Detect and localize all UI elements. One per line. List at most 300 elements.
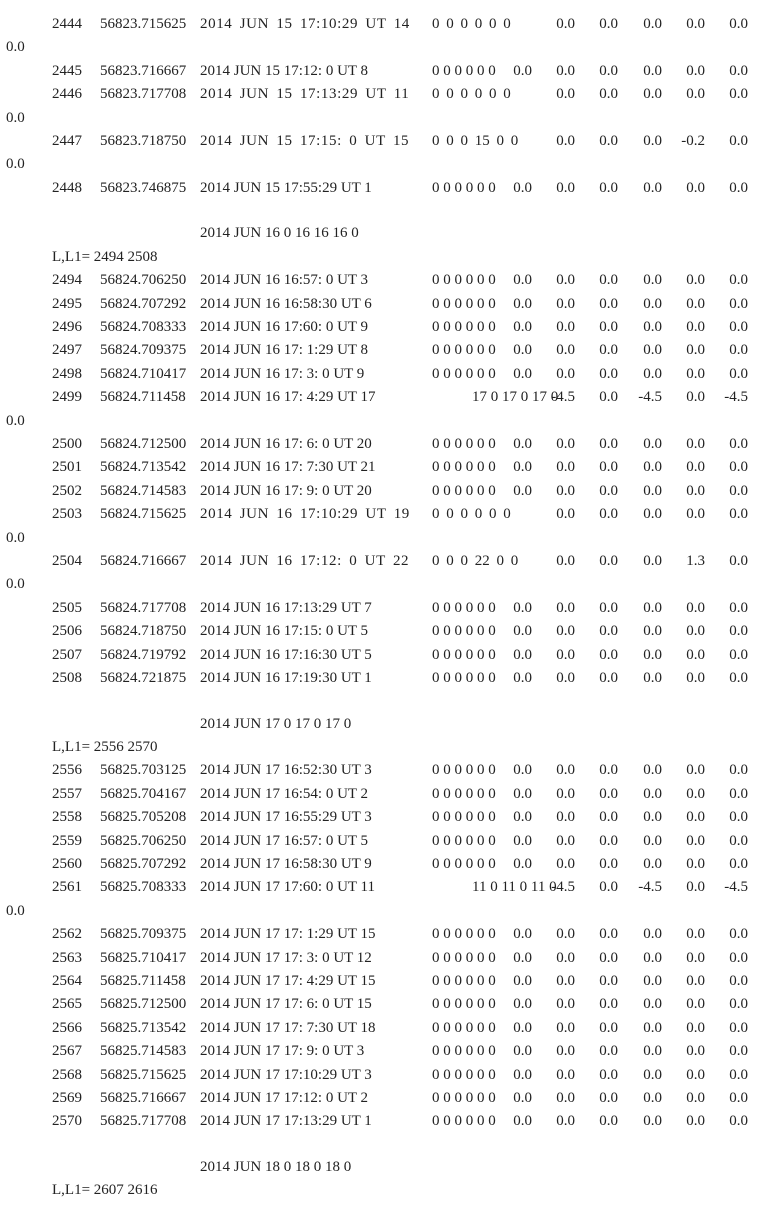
block-header	[0, 223, 764, 243]
row-mjd: 56823.715625	[100, 16, 187, 32]
row-index: 2567	[52, 1043, 82, 1059]
row-value: 0.0	[729, 483, 748, 499]
row-value: 0.0	[556, 623, 575, 639]
row-value: 0.0	[729, 762, 748, 778]
row-value: 0.0	[729, 1043, 748, 1059]
row-datetime: 2014 JUN 15 17:12: 0 UT 8	[200, 63, 369, 79]
row-value: 0.0	[686, 366, 705, 382]
row-value: 0.0	[513, 1020, 532, 1036]
row-mjd: 56825.715625	[100, 1067, 187, 1083]
row-mjd: 56823.746875	[100, 180, 187, 196]
row-wrapped-value: 0.0	[6, 576, 25, 592]
row-value: 0.0	[556, 950, 575, 966]
row-value: 0.0	[643, 950, 662, 966]
row-datetime: 2014 JUN 16 16:57: 0 UT 3	[200, 272, 369, 288]
row-value: 0.0	[599, 553, 618, 569]
row-datetime: 2014 JUN 17 16:57: 0 UT 5	[200, 833, 369, 849]
row-value: 0.0	[643, 600, 662, 616]
row-value: 0.0	[686, 950, 705, 966]
row-value: 0.0	[686, 389, 705, 405]
row-value: 0.0	[686, 670, 705, 686]
row-value: 0.0	[513, 926, 532, 942]
data-row	[0, 645, 764, 665]
data-row	[0, 807, 764, 827]
row-value: 0.0	[599, 926, 618, 942]
row-value: 0.0	[686, 1113, 705, 1129]
row-wrapped-value: 0.0	[6, 413, 25, 429]
row-value: 0.0	[599, 1043, 618, 1059]
range-label: L,L1= 2607 2616	[52, 1182, 158, 1198]
row-value: 0.0	[643, 647, 662, 663]
row-flags: 0 0 0 0 0 0	[432, 647, 496, 663]
row-flags: 0 0 0 0 0 0	[432, 436, 496, 452]
row-value: 0.0	[729, 996, 748, 1012]
row-datetime: 2014 JUN 17 17: 6: 0 UT 15	[200, 996, 372, 1012]
row-index: 2566	[52, 1020, 82, 1036]
row-value: 0.0	[556, 1090, 575, 1106]
row-value: 0.0	[729, 926, 748, 942]
row-value: 0.0	[643, 459, 662, 475]
row-mjd: 56824.713542	[100, 459, 187, 475]
wrapped-value-line	[0, 574, 764, 594]
row-value: 0.0	[556, 459, 575, 475]
row-datetime: 2014 JUN 17 17:12: 0 UT 2	[200, 1090, 369, 1106]
data-row	[0, 1065, 764, 1085]
row-mjd: 56824.719792	[100, 647, 187, 663]
data-row	[0, 971, 764, 991]
row-value: 0.0	[599, 950, 618, 966]
row-index: 2505	[52, 600, 82, 616]
row-value: 0.0	[729, 553, 748, 569]
row-index: 2561	[52, 879, 82, 895]
row-value: 0.0	[556, 319, 575, 335]
row-value: 0.0	[556, 1020, 575, 1036]
data-row	[0, 84, 764, 104]
row-value: 0.0	[686, 879, 705, 895]
row-index: 2504	[52, 553, 82, 569]
row-value: 0.0	[513, 436, 532, 452]
data-row	[0, 621, 764, 641]
data-row	[0, 434, 764, 454]
row-flags: 0 0 0 0 0 0	[432, 16, 511, 32]
row-datetime: 2014 JUN 16 17:13:29 UT 7	[200, 600, 372, 616]
row-value: 0.0	[513, 1067, 532, 1083]
row-value: 0.0	[599, 996, 618, 1012]
row-value: 0.0	[556, 16, 575, 32]
row-value: 0.0	[686, 647, 705, 663]
row-mjd: 56825.712500	[100, 996, 187, 1012]
row-index: 2498	[52, 366, 82, 382]
row-datetime: 2014 JUN 17 16:58:30 UT 9	[200, 856, 372, 872]
row-value: 0.0	[643, 86, 662, 102]
row-wrapped-value: 0.0	[6, 156, 25, 172]
row-value: 0.0	[729, 670, 748, 686]
row-value: 0.0	[513, 670, 532, 686]
row-datetime: 2014 JUN 17 17: 4:29 UT 15	[200, 973, 376, 989]
row-flags: 0 0 0 0 0 0	[432, 856, 496, 872]
data-row	[0, 598, 764, 618]
row-value: 0.0	[599, 389, 618, 405]
row-datetime: 2014 JUN 15 17:13:29 UT 11	[200, 86, 410, 102]
row-value: 0.0	[643, 1067, 662, 1083]
row-datetime: 2014 JUN 15 17:10:29 UT 14	[200, 16, 410, 32]
row-value: 0.0	[556, 926, 575, 942]
row-value: 0.0	[599, 86, 618, 102]
row-value: 0.0	[556, 647, 575, 663]
row-value: 0.0	[729, 319, 748, 335]
row-index: 2562	[52, 926, 82, 942]
row-value: 0.0	[729, 459, 748, 475]
row-value: 0.0	[556, 809, 575, 825]
row-index: 2570	[52, 1113, 82, 1129]
data-row	[0, 481, 764, 501]
row-value: 0.0	[556, 272, 575, 288]
row-index: 2506	[52, 623, 82, 639]
data-row	[0, 270, 764, 290]
data-row	[0, 294, 764, 314]
row-value: 0.0	[599, 296, 618, 312]
row-flags: 17 0 17 0 17 0	[472, 389, 559, 405]
data-row	[0, 994, 764, 1014]
row-value: 0.0	[686, 926, 705, 942]
row-value: 0.0	[599, 1113, 618, 1129]
row-flags: 0 0 0 0 0 0	[432, 623, 496, 639]
row-value: 0.0	[599, 1067, 618, 1083]
row-value: 0.0	[686, 1090, 705, 1106]
row-datetime: 2014 JUN 16 16:58:30 UT 6	[200, 296, 372, 312]
row-value: 0.0	[643, 762, 662, 778]
row-datetime: 2014 JUN 17 17: 3: 0 UT 12	[200, 950, 372, 966]
row-value: 0.0	[643, 996, 662, 1012]
row-value: 0.0	[556, 996, 575, 1012]
row-value: 0.0	[556, 762, 575, 778]
row-value: 0.0	[513, 973, 532, 989]
row-datetime: 2014 JUN 17 17:13:29 UT 1	[200, 1113, 372, 1129]
block-date-header: 2014 JUN 18 0 18 0 18 0	[200, 1159, 352, 1175]
data-row	[0, 504, 764, 524]
row-value: 0.0	[599, 342, 618, 358]
row-value: 0.0	[599, 833, 618, 849]
row-index: 2495	[52, 296, 82, 312]
row-value: 0.0	[599, 319, 618, 335]
row-value: 0.0	[599, 272, 618, 288]
data-row	[0, 1088, 764, 1108]
row-value: 0.0	[556, 86, 575, 102]
row-value: 0.0	[599, 879, 618, 895]
row-value: 0.0	[556, 600, 575, 616]
row-value: 0.0	[556, 1113, 575, 1129]
row-mjd: 56824.710417	[100, 366, 187, 382]
row-value: 0.0	[599, 436, 618, 452]
row-value: 0.0	[556, 833, 575, 849]
row-value: 0.0	[729, 506, 748, 522]
row-value: 0.0	[599, 133, 618, 149]
row-flags: 0 0 0 0 0 0	[432, 1067, 496, 1083]
row-value: -4.5	[724, 389, 748, 405]
row-index: 2494	[52, 272, 82, 288]
row-mjd: 56825.705208	[100, 809, 187, 825]
row-value: 0.0	[729, 1113, 748, 1129]
row-flags: 0 0 0 0 0 0	[432, 63, 496, 79]
row-value: 0.0	[729, 1067, 748, 1083]
row-value: 0.0	[643, 670, 662, 686]
row-value: -4.5	[638, 389, 662, 405]
row-index: 2444	[52, 16, 82, 32]
row-datetime: 2014 JUN 16 17:10:29 UT 19	[200, 506, 410, 522]
row-value: 0.0	[643, 483, 662, 499]
wrapped-value-line	[0, 154, 764, 174]
row-value: 0.0	[556, 670, 575, 686]
wrapped-value-line	[0, 37, 764, 57]
row-datetime: 2014 JUN 16 17: 9: 0 UT 20	[200, 483, 372, 499]
row-value: 0.0	[729, 600, 748, 616]
row-value: 0.0	[513, 1113, 532, 1129]
row-datetime: 2014 JUN 17 17: 9: 0 UT 3	[200, 1043, 365, 1059]
row-index: 2445	[52, 63, 82, 79]
row-value: 0.0	[556, 483, 575, 499]
row-value: 0.0	[643, 180, 662, 196]
row-value: 0.0	[686, 459, 705, 475]
row-mjd: 56824.706250	[100, 272, 187, 288]
row-value: 0.0	[643, 272, 662, 288]
row-value: 0.0	[556, 180, 575, 196]
range-label-line	[0, 737, 764, 757]
data-row	[0, 1111, 764, 1131]
row-value: 0.0	[643, 973, 662, 989]
row-flags: 0 0 0 0 0 0	[432, 809, 496, 825]
row-datetime: 2014 JUN 16 17: 3: 0 UT 9	[200, 366, 365, 382]
row-value: 0.0	[686, 623, 705, 639]
data-row	[0, 61, 764, 81]
row-value: 0.0	[686, 1020, 705, 1036]
row-flags: 0 0 0 0 0 0	[432, 762, 496, 778]
row-mjd: 56824.721875	[100, 670, 187, 686]
row-value: 0.0	[729, 833, 748, 849]
row-mjd: 56824.712500	[100, 436, 187, 452]
row-index: 2564	[52, 973, 82, 989]
row-mjd: 56824.715625	[100, 506, 187, 522]
row-value: 0.0	[643, 133, 662, 149]
row-flags: 0 0 0 15 0 0	[432, 133, 519, 149]
row-value: 0.0	[729, 623, 748, 639]
row-value: 0.0	[599, 647, 618, 663]
row-value: 0.0	[513, 1043, 532, 1059]
row-value: 0.0	[556, 63, 575, 79]
data-row	[0, 14, 764, 34]
row-value: 1.3	[686, 553, 705, 569]
row-flags: 0 0 0 22 0 0	[432, 553, 519, 569]
row-datetime: 2014 JUN 16 17:16:30 UT 5	[200, 647, 372, 663]
row-flags: 0 0 0 0 0 0	[432, 1043, 496, 1059]
row-value: 0.0	[729, 950, 748, 966]
row-value: 0.0	[513, 180, 532, 196]
row-value: 0.0	[556, 856, 575, 872]
row-value: 0.0	[729, 16, 748, 32]
row-value: 0.0	[643, 342, 662, 358]
data-row	[0, 317, 764, 337]
row-datetime: 2014 JUN 17 16:55:29 UT 3	[200, 809, 372, 825]
row-value: 0.0	[686, 436, 705, 452]
row-index: 2496	[52, 319, 82, 335]
data-row	[0, 551, 764, 571]
row-value: 0.0	[643, 786, 662, 802]
row-value: 0.0	[686, 506, 705, 522]
row-value: 0.0	[729, 63, 748, 79]
row-value: 0.0	[729, 342, 748, 358]
row-value: 0.0	[643, 296, 662, 312]
row-value: 0.0	[686, 16, 705, 32]
row-flags: 0 0 0 0 0 0	[432, 670, 496, 686]
row-value: 0.0	[729, 973, 748, 989]
row-value: 0.0	[599, 366, 618, 382]
row-flags: 0 0 0 0 0 0	[432, 86, 511, 102]
row-value: 0.0	[599, 623, 618, 639]
row-value: 0.0	[599, 1020, 618, 1036]
row-mjd: 56824.709375	[100, 342, 187, 358]
row-value: 0.0	[556, 1067, 575, 1083]
row-value: 0.0	[643, 16, 662, 32]
row-mjd: 56825.711458	[100, 973, 186, 989]
row-mjd: 56825.708333	[100, 879, 187, 895]
row-value: 0.0	[686, 786, 705, 802]
row-value: 0.0	[729, 786, 748, 802]
block-date-header: 2014 JUN 16 0 16 16 16 0	[200, 225, 359, 241]
row-value: 0.0	[643, 366, 662, 382]
row-value: 0.0	[513, 319, 532, 335]
row-value: 0.0	[643, 319, 662, 335]
row-flags: 0 0 0 0 0 0	[432, 366, 496, 382]
row-mjd: 56825.710417	[100, 950, 187, 966]
range-label: L,L1= 2556 2570	[52, 739, 158, 755]
row-index: 2558	[52, 809, 82, 825]
row-wrapped-value: 0.0	[6, 110, 25, 126]
row-value: 0.0	[556, 506, 575, 522]
row-value: -4.5	[724, 879, 748, 895]
row-datetime: 2014 JUN 17 17:10:29 UT 3	[200, 1067, 372, 1083]
row-index: 2559	[52, 833, 82, 849]
row-value: 0.0	[599, 483, 618, 499]
row-value: -4.5	[551, 389, 575, 405]
row-value: 0.0	[643, 1113, 662, 1129]
row-value: 0.0	[513, 296, 532, 312]
row-value: 0.0	[599, 786, 618, 802]
row-value: 0.0	[556, 553, 575, 569]
row-flags: 0 0 0 0 0 0	[432, 296, 496, 312]
row-value: 0.0	[686, 272, 705, 288]
row-value: 0.0	[556, 133, 575, 149]
row-value: 0.0	[513, 950, 532, 966]
row-value: 0.0	[686, 1067, 705, 1083]
data-row	[0, 1041, 764, 1061]
row-value: 0.0	[643, 809, 662, 825]
row-mjd: 56825.704167	[100, 786, 187, 802]
data-row	[0, 877, 764, 897]
row-value: 0.0	[729, 436, 748, 452]
row-value: 0.0	[599, 856, 618, 872]
row-index: 2569	[52, 1090, 82, 1106]
row-value: 0.0	[513, 833, 532, 849]
row-index: 2557	[52, 786, 82, 802]
row-mjd: 56825.717708	[100, 1113, 187, 1129]
row-flags: 0 0 0 0 0 0	[432, 319, 496, 335]
wrapped-value-line	[0, 901, 764, 921]
row-mjd: 56825.703125	[100, 762, 187, 778]
row-value: 0.0	[729, 180, 748, 196]
row-mjd: 56825.713542	[100, 1020, 187, 1036]
row-value: 0.0	[729, 133, 748, 149]
row-value: 0.0	[513, 623, 532, 639]
row-value: 0.0	[729, 647, 748, 663]
row-index: 2448	[52, 180, 82, 196]
row-flags: 0 0 0 0 0 0	[432, 506, 511, 522]
row-mjd: 56824.708333	[100, 319, 187, 335]
row-mjd: 56823.718750	[100, 133, 187, 149]
row-flags: 0 0 0 0 0 0	[432, 1020, 496, 1036]
row-flags: 0 0 0 0 0 0	[432, 272, 496, 288]
row-value: 0.0	[556, 1043, 575, 1059]
row-value: 0.0	[686, 600, 705, 616]
row-flags: 11 0 11 0 11 0	[472, 879, 557, 895]
row-wrapped-value: 0.0	[6, 530, 25, 546]
row-flags: 0 0 0 0 0 0	[432, 786, 496, 802]
row-datetime: 2014 JUN 17 16:52:30 UT 3	[200, 762, 372, 778]
data-row	[0, 457, 764, 477]
row-flags: 0 0 0 0 0 0	[432, 459, 496, 475]
row-value: 0.0	[643, 623, 662, 639]
row-flags: 0 0 0 0 0 0	[432, 342, 496, 358]
row-value: 0.0	[686, 809, 705, 825]
row-index: 2508	[52, 670, 82, 686]
data-row	[0, 387, 764, 407]
row-index: 2501	[52, 459, 82, 475]
range-label-line	[0, 1180, 764, 1200]
row-value: 0.0	[556, 296, 575, 312]
row-value: 0.0	[599, 506, 618, 522]
row-datetime: 2014 JUN 16 17: 6: 0 UT 20	[200, 436, 372, 452]
row-value: 0.0	[599, 459, 618, 475]
row-value: 0.0	[513, 272, 532, 288]
range-label-line	[0, 247, 764, 267]
row-value: 0.0	[686, 342, 705, 358]
row-mjd: 56824.717708	[100, 600, 187, 616]
row-value: -0.2	[681, 133, 705, 149]
row-datetime: 2014 JUN 16 17: 7:30 UT 21	[200, 459, 376, 475]
row-value: 0.0	[556, 786, 575, 802]
row-value: 0.0	[599, 670, 618, 686]
data-row	[0, 178, 764, 198]
data-row	[0, 760, 764, 780]
row-value: 0.0	[513, 996, 532, 1012]
row-index: 2556	[52, 762, 82, 778]
wrapped-value-line	[0, 411, 764, 431]
row-value: 0.0	[686, 996, 705, 1012]
row-value: 0.0	[686, 833, 705, 849]
row-datetime: 2014 JUN 16 17:15: 0 UT 5	[200, 623, 369, 639]
row-value: 0.0	[643, 436, 662, 452]
row-value: 0.0	[686, 1043, 705, 1059]
row-value: -4.5	[551, 879, 575, 895]
data-row	[0, 131, 764, 151]
row-index: 2563	[52, 950, 82, 966]
row-value: 0.0	[686, 762, 705, 778]
row-value: 0.0	[599, 1090, 618, 1106]
row-value: 0.0	[513, 762, 532, 778]
row-value: 0.0	[686, 319, 705, 335]
wrapped-value-line	[0, 528, 764, 548]
row-index: 2497	[52, 342, 82, 358]
row-index: 2500	[52, 436, 82, 452]
row-value: 0.0	[686, 180, 705, 196]
